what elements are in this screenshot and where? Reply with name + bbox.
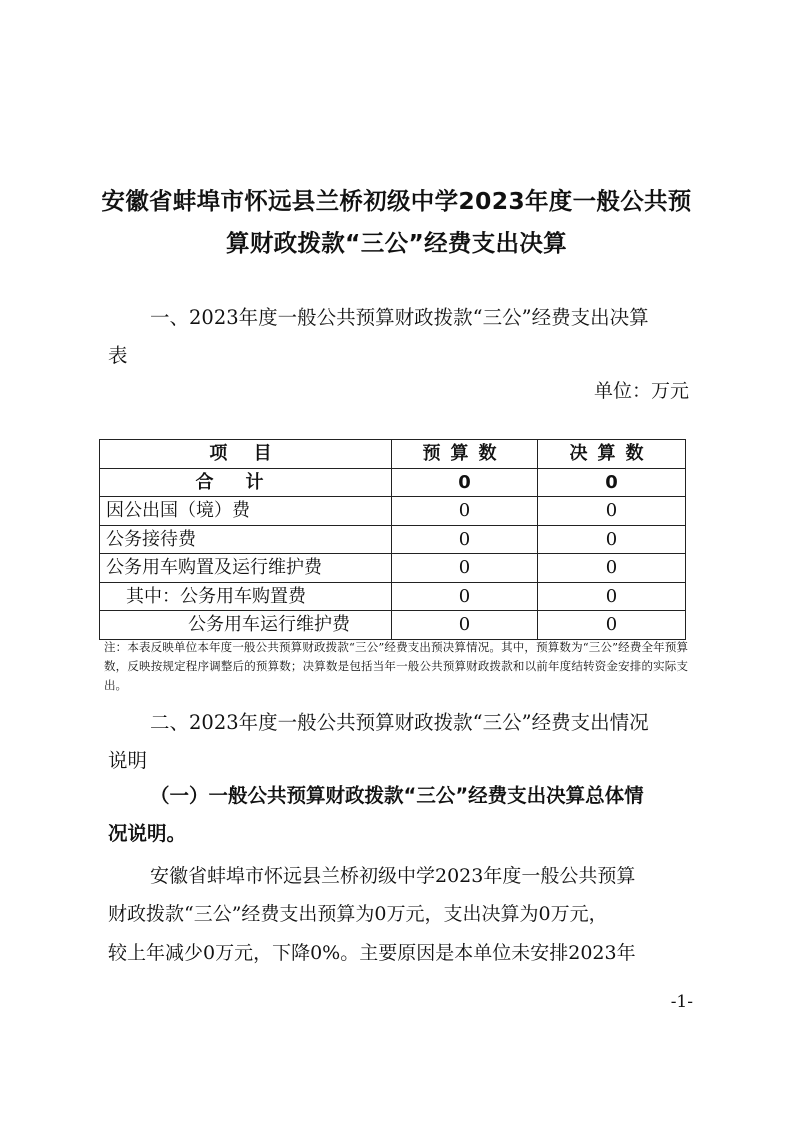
row-final: 0 (538, 611, 686, 640)
document-title (90, 180, 703, 264)
row-budget: 0 (392, 611, 538, 640)
row-budget: 0 (392, 554, 538, 583)
three-public-expenses-table (99, 439, 686, 640)
row-final: 0 (538, 554, 686, 583)
page-number: -1- (670, 992, 693, 1012)
unit-label: 单位：万元 (593, 380, 689, 402)
section-1-heading-cont: 表 (108, 344, 128, 367)
header-budget: 预算数 (392, 440, 538, 469)
row-budget: 0 (392, 525, 538, 554)
header-item: 项 目 (100, 440, 392, 469)
title-line-1: 安徽省蚌埠市怀远县兰桥初级中学2023年度一般公共预 (101, 187, 692, 215)
table-row (100, 554, 686, 583)
row-label: 公务用车运行维护费 (100, 611, 392, 640)
body-paragraph-line-1: 安徽省蚌埠市怀远县兰桥初级中学2023年度一般公共预算 (150, 865, 636, 887)
table-row (100, 497, 686, 526)
table-header-row (100, 440, 686, 469)
row-final: 0 (538, 582, 686, 611)
row-final: 0 (538, 525, 686, 554)
table-row (100, 582, 686, 611)
row-budget: 0 (392, 582, 538, 611)
section-1-heading: 一、2023年度一般公共预算财政拨款“三公”经费支出决算 (150, 306, 649, 329)
body-paragraph-line-2: 财政拨款“三公”经费支出预算为0万元，支出决算为0万元， (108, 903, 608, 925)
subsection-1-heading: （一）一般公共预算财政拨款“三公”经费支出决算总体情 (150, 784, 644, 807)
section-2-heading: 二、2023年度一般公共预算财政拨款“三公”经费支出情况 (150, 711, 649, 734)
row-label: 因公出国（境）费 (100, 497, 392, 526)
row-final: 0 (538, 497, 686, 526)
row-label: 公务接待费 (100, 525, 392, 554)
section-2-heading-cont: 说明 (108, 749, 148, 772)
row-label: 公务用车购置及运行维护费 (100, 554, 392, 583)
total-label: 合计 (100, 468, 392, 497)
total-final: 0 (538, 468, 686, 497)
body-paragraph-line-3: 较上年减少0万元，下降0%。主要原因是本单位未安排2023年 (108, 942, 636, 964)
title-line-2: 算财政拨款“三公”经费支出决算 (226, 229, 567, 257)
table-total-row (100, 468, 686, 497)
table-row (100, 525, 686, 554)
table-row (100, 611, 686, 640)
table-note: 注：本表反映单位本年度一般公共预算财政拨款“三公”经费支出预决算情况。其中，预算数为“三公”经费全年预算数，反映按规定程序调整后的预算数；决算数是包括当年一般公共预算财政拨款和以前年度结转资金安排的实际支出。 (104, 640, 688, 692)
subsection-1-heading-cont: 况说明。 (108, 822, 187, 845)
total-budget: 0 (392, 468, 538, 497)
row-budget: 0 (392, 497, 538, 526)
row-label: 其中：公务用车购置费 (100, 582, 392, 611)
header-final: 决算数 (538, 440, 686, 469)
